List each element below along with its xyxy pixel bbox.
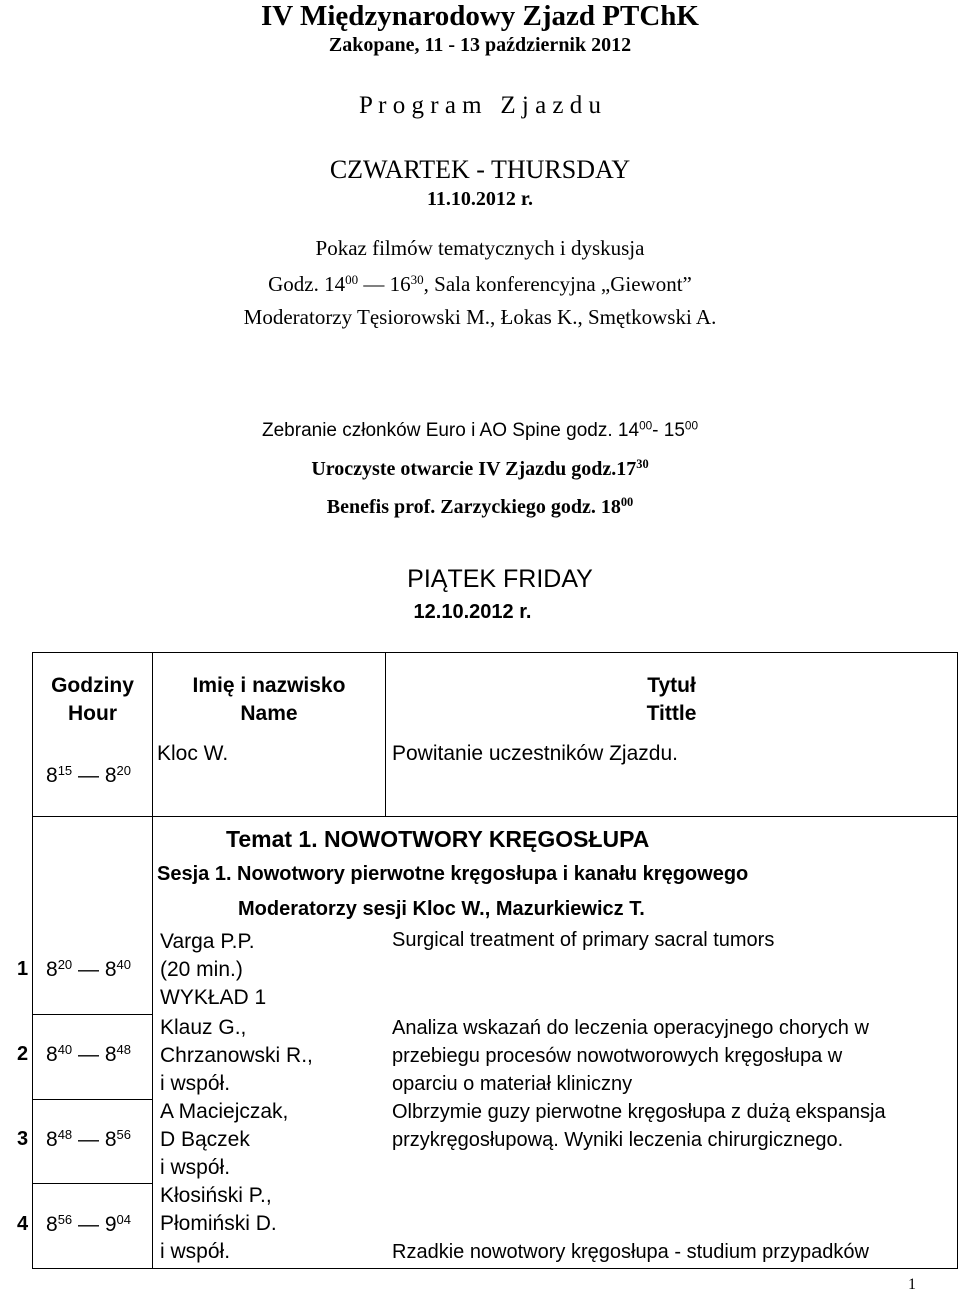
- welcome-time: $8^{15}$ — $8^{20}$: [46, 762, 132, 787]
- talk-2-time: $8^{40}$ — $8^{48}$: [46, 1041, 132, 1066]
- topic-heading: Temat 1. NOWOTWORY KRĘGOSŁUPA: [226, 826, 650, 852]
- talk-1-time: $8^{20}$ — $8^{40}$: [46, 956, 132, 981]
- friday-date: 12.10.2012 r.: [413, 601, 532, 623]
- opening-line: Uroczyste otwarcie IV Zjazdu $godz.17^{30}$: [311, 457, 649, 480]
- friday-heading: PIĄTEK FRIDAY: [407, 565, 593, 593]
- talk-3-number: 3: [17, 1128, 29, 1150]
- talk-2-number: 2: [17, 1043, 29, 1065]
- euro-meeting-line: Zebranie członków Euro i AO Spine godz. $14^{00}-$ $15^{00}$: [262, 419, 698, 441]
- page-number: 1: [908, 1276, 916, 1293]
- col-header-hours: Godziny Hour: [51, 674, 134, 725]
- thursday-date: 11.10.2012 r.: [427, 188, 533, 210]
- talk-2-speaker: Klauz G., Chrzanowski R., i współ.: [160, 1016, 313, 1095]
- document-title: IV Międzynarodowy Zjazd PTChK: [261, 0, 699, 32]
- talk-1-speaker: Varga P.P. (20 min.) WYKŁAD 1: [160, 930, 267, 1009]
- session-heading: Sesja 1. Nowotwory pierwotne kręgosłupa i kanału kręgowego: [157, 863, 749, 885]
- program-heading: P r o g r a m Z j a z d u: [358, 92, 602, 119]
- talk-4-number: 4: [17, 1213, 29, 1235]
- talk-4-title: Rzadkie nowotwory kręgosłupa - studium przypadków: [392, 1241, 869, 1263]
- talk-1-number: 1: [17, 958, 29, 980]
- session-moderators: Moderatorzy sesji Kloc W., Mazurkiewicz T.: [238, 898, 645, 920]
- talk-3-time: $8^{48}$ — $8^{56}$: [46, 1126, 132, 1151]
- col-header-title: Tytuł Tittle: [646, 674, 697, 725]
- films-time-line: Godz. $14^{00}$ — $16^{30}$, Sala konferencyjna „Giewont”: [268, 271, 692, 296]
- benefis-line: Benefis prof. Zarzyckiego godz. $18^{00}$: [326, 495, 634, 518]
- talk-4-speaker: Kłosiński P., Płomiński D. i współ.: [160, 1184, 277, 1263]
- thursday-heading: CZWARTEK - THURSDAY: [329, 155, 631, 184]
- films-line: Pokaz filmów tematycznych i dyskusja: [315, 236, 645, 260]
- document-subtitle: Zakopane, 11 - 13 październik 2012: [328, 34, 632, 56]
- welcome-title: Powitanie uczestników Zjazdu.: [392, 742, 678, 765]
- talk-3-speaker: A Maciejczak, D Bączek i współ.: [160, 1100, 289, 1179]
- talk-4-time: $8^{56}$ — $9^{04}$: [46, 1211, 132, 1236]
- talk-1-title: Surgical treatment of primary sacral tumors: [392, 929, 775, 951]
- talk-2-title: Analiza wskazań do leczenia operacyjnego chorych w przebiegu procesów nowotworowych kręgosłupa w oparciu o materiał kliniczny: [392, 1017, 869, 1095]
- films-moderators: Moderatorzy Tęsiorowski M., Łokas K., Smętkowski A.: [243, 305, 717, 329]
- col-header-name: Imię i nazwisko Name: [192, 674, 346, 725]
- talk-3-title: Olbrzymie guzy pierwotne kręgosłupa z dużą ekspansja przykręgosłupową. Wyniki leczenia chirurgicznego.: [392, 1101, 886, 1151]
- welcome-speaker: Kloc W.: [157, 742, 229, 765]
